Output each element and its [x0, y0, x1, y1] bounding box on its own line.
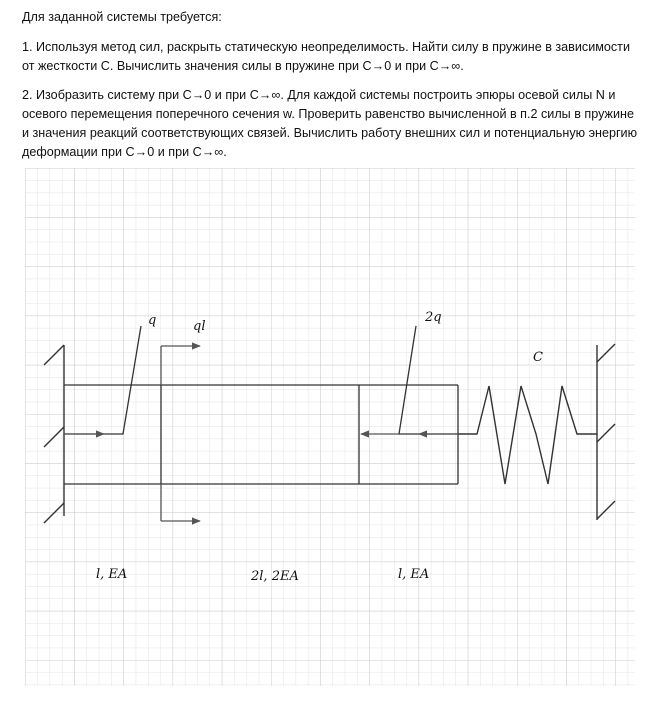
label-load-ql: ql — [193, 319, 206, 334]
label-load-2q: 2q — [425, 310, 442, 325]
label-load-q: q — [148, 313, 157, 328]
grid — [25, 168, 635, 686]
task-item-2: 2. Изобразить систему при С→0 и при С→∞. Для каждой системы построить эпюры осевой силы N и осевого перемещения поперечного сечения w. Проверить равенство вычисленной в п.2 силы в пружине и значения реакций соответствующих связей. Вычислить работу внешних сил и потенциальную энергию деформации при С→0 и при С→∞. — [22, 88, 638, 159]
task-heading: Для заданной системы требуется: — [22, 10, 222, 24]
label-segment-right: l, EA — [398, 567, 430, 582]
label-spring-c: C — [533, 350, 543, 365]
task-item-1: 1. Используя метод сил, раскрыть статическую неопределимость. Найти силу в пружине в зависимости от жесткости С. Вычислить значения силы в пружине при С→0 и при С→∞. — [22, 40, 630, 73]
label-segment-left: l, EA — [96, 567, 128, 582]
label-segment-middle: 2l, 2EA — [251, 569, 299, 584]
